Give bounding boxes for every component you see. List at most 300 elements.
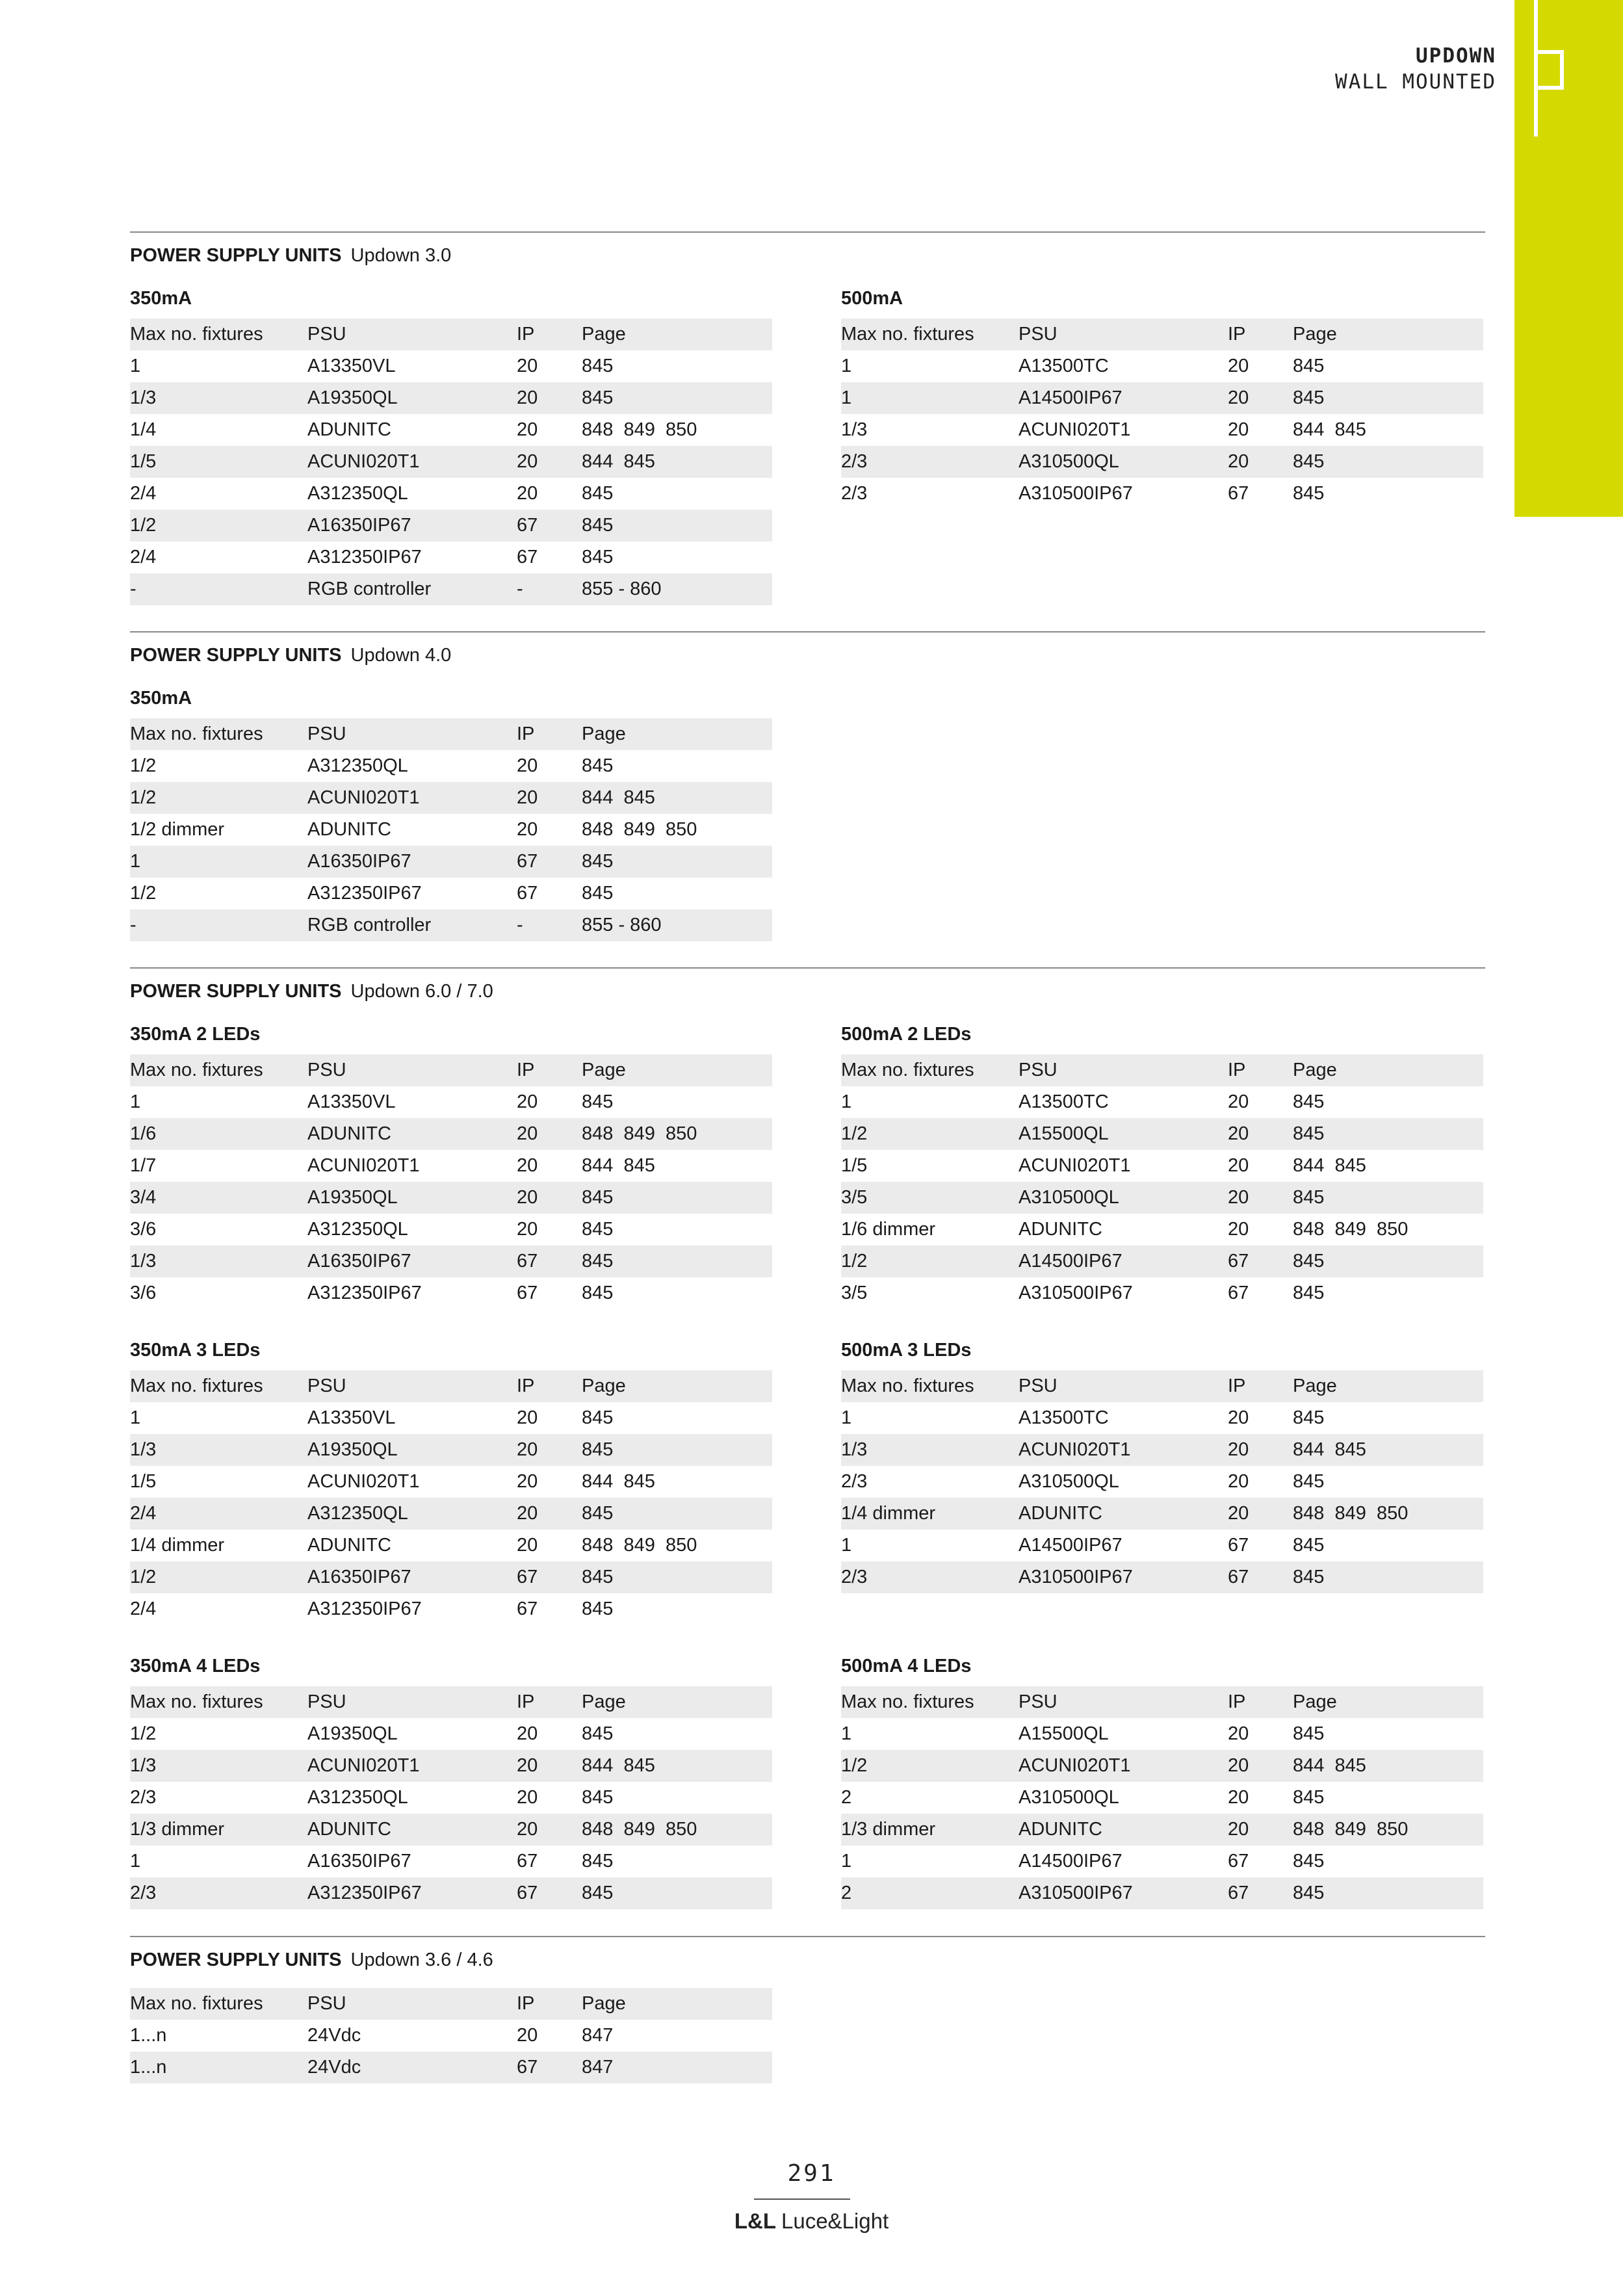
table-cell: 845 xyxy=(1293,1091,1325,1112)
table-cell: A312350IP67 xyxy=(307,883,422,904)
table-block xyxy=(130,1988,772,2083)
column-header: PSU xyxy=(307,319,517,350)
table-cell: 1 xyxy=(841,1723,852,1744)
table-cell: A15500QL xyxy=(1019,1118,1228,1150)
table-cell: 845 xyxy=(1293,382,1483,414)
column-header: Max no. fixtures xyxy=(841,1686,1019,1718)
table-cell: 1/2 xyxy=(130,755,157,776)
table-cell: 20 xyxy=(517,1219,538,1240)
section-title: POWER SUPPLY UNITS Updown 4.0 xyxy=(130,645,452,666)
column-header: Page xyxy=(582,1370,772,1402)
column-header: PSU xyxy=(307,1686,517,1718)
table-cell: 845 xyxy=(582,1407,614,1428)
table-cell: - xyxy=(130,909,307,941)
table-row xyxy=(130,1466,772,1498)
table-subtitle: 500mA 4 LEDs xyxy=(841,1656,972,1676)
column-header: IP xyxy=(517,1988,582,2020)
table-cell: 845 xyxy=(1293,1283,1325,1303)
table-cell: 1 xyxy=(841,1851,852,1872)
table-cell: 845 xyxy=(582,1598,614,1619)
table-row xyxy=(841,1561,1483,1593)
column-header: IP xyxy=(517,1686,582,1718)
column-header: IP xyxy=(1228,1370,1293,1402)
table-row xyxy=(130,446,772,478)
table-cell: 2/3 xyxy=(841,446,1019,478)
table-cell: 1/3 dimmer xyxy=(130,1814,307,1846)
table-cell: 1 xyxy=(841,1091,852,1112)
table-cell: A16350IP67 xyxy=(307,1246,517,1277)
table-cell: A13500TC xyxy=(1019,1091,1109,1112)
table-row xyxy=(841,382,1483,414)
table-row xyxy=(841,1118,1483,1150)
table-cell: 67 xyxy=(517,2052,582,2083)
table-row xyxy=(841,1182,1483,1214)
table-row xyxy=(841,1877,1483,1909)
table-cell: A310500IP67 xyxy=(1019,1561,1228,1593)
table-header-row xyxy=(841,1370,1483,1402)
table-cell: 845 xyxy=(582,1787,614,1808)
section-updown-60-70 xyxy=(130,967,1485,1002)
table-cell: 67 xyxy=(517,1851,538,1872)
table-cell: 1 xyxy=(841,356,852,376)
table-row xyxy=(841,1498,1483,1530)
table-cell: 20 xyxy=(517,1182,582,1214)
table-subtitle: 500mA 2 LEDs xyxy=(841,1024,972,1045)
table-cell: ACUNI020T1 xyxy=(1019,1750,1228,1782)
column-header: Max no. fixtures xyxy=(130,1054,307,1086)
table-cell: 2/3 xyxy=(130,1787,157,1808)
table-cell: A14500IP67 xyxy=(1019,1535,1123,1556)
page-header xyxy=(1335,43,1496,95)
chapter-tab xyxy=(1514,0,1623,517)
table-cell: RGB controller xyxy=(307,909,517,941)
psu-table xyxy=(841,1686,1483,1909)
table-cell: 855 - 860 xyxy=(582,573,772,605)
header-title: UPDOWN xyxy=(1416,44,1496,68)
table-cell: 845 xyxy=(1293,1182,1483,1214)
table-cell: 20 xyxy=(1228,1091,1249,1112)
table-cell: 1/6 xyxy=(130,1118,307,1150)
column-header: Max no. fixtures xyxy=(130,1370,307,1402)
table-cell: 20 xyxy=(1228,1219,1249,1240)
column-header: IP xyxy=(517,319,582,350)
table-cell: 67 xyxy=(517,1598,538,1619)
table-cell: A312350QL xyxy=(307,1219,408,1240)
table-cell: 1/2 xyxy=(130,883,157,904)
table-row xyxy=(130,782,772,814)
table-cell: 20 xyxy=(517,1407,538,1428)
table-row xyxy=(130,1086,772,1118)
column-header: Page xyxy=(1293,319,1483,350)
table-cell: A310500QL xyxy=(1019,1471,1119,1492)
psu-table xyxy=(130,718,772,941)
table-cell: 1/4 dimmer xyxy=(841,1498,1019,1530)
table-cell: 845 xyxy=(582,483,614,504)
section-updown-40 xyxy=(130,631,1485,666)
table-cell: 845 xyxy=(1293,1723,1325,1744)
column-header: IP xyxy=(517,718,582,750)
table-cell: 1...n xyxy=(130,2052,307,2083)
table-cell: 20 xyxy=(517,782,582,814)
table-block xyxy=(130,687,772,941)
table-cell: 1/2 xyxy=(130,782,307,814)
table-cell: 1/2 dimmer xyxy=(130,819,225,840)
table-row xyxy=(841,414,1483,446)
table-cell: 20 xyxy=(517,1155,538,1176)
table-row xyxy=(130,1150,772,1182)
table-cell: 845 xyxy=(1293,1246,1483,1277)
table-cell: 1 xyxy=(130,1091,141,1112)
divider xyxy=(130,1936,1485,1937)
column-header: PSU xyxy=(307,1988,517,2020)
table-cell: 20 xyxy=(517,755,538,776)
column-header: PSU xyxy=(1019,1686,1228,1718)
table-cell: 845 xyxy=(582,1498,772,1530)
table-cell: 845 xyxy=(1293,1535,1325,1556)
table-cell: 1/4 dimmer xyxy=(130,1535,225,1556)
table-cell: 1/3 xyxy=(130,382,307,414)
table-cell: 1/3 xyxy=(130,1434,307,1466)
table-cell: A312350QL xyxy=(307,483,408,504)
table-row xyxy=(130,1877,772,1909)
table-cell: 845 xyxy=(1293,1787,1325,1808)
column-header: Page xyxy=(582,718,772,750)
table-cell: A310500QL xyxy=(1019,1787,1119,1808)
table-cell: ACUNI020T1 xyxy=(307,1471,420,1492)
table-cell: 67 xyxy=(1228,1877,1293,1909)
table-cell: A310500QL xyxy=(1019,1182,1228,1214)
table-block xyxy=(841,1655,1483,1909)
table-cell: 845 xyxy=(1293,1118,1483,1150)
table-cell: 848 849 850 xyxy=(582,1118,772,1150)
table-header-row xyxy=(841,319,1483,350)
table-header-row xyxy=(130,718,772,750)
table-header-row xyxy=(130,1686,772,1718)
table-cell: 845 xyxy=(1293,1561,1483,1593)
table-row xyxy=(841,1466,1483,1498)
table-cell: 3/6 xyxy=(130,1283,157,1303)
table-cell: 3/4 xyxy=(130,1182,307,1214)
table-cell: 845 xyxy=(1293,1407,1325,1428)
table-row xyxy=(130,1750,772,1782)
divider xyxy=(130,631,1485,633)
table-cell: 3/5 xyxy=(841,1182,1019,1214)
table-cell: 845 xyxy=(1293,1851,1325,1872)
table-block xyxy=(841,287,1483,510)
table-cell: 2 xyxy=(841,1787,852,1808)
table-cell: 848 849 850 xyxy=(582,819,697,840)
table-row xyxy=(130,382,772,414)
table-cell: 20 xyxy=(517,1723,538,1744)
table-row xyxy=(841,1150,1483,1182)
column-header: IP xyxy=(1228,319,1293,350)
table-cell: A310500IP67 xyxy=(1019,1283,1133,1303)
table-row xyxy=(841,1246,1483,1277)
table-cell: 1 xyxy=(130,356,141,376)
table-header-row xyxy=(130,1988,772,2020)
psu-table xyxy=(130,1370,772,1625)
table-cell: 844 845 xyxy=(582,1750,772,1782)
table-cell: - xyxy=(517,573,582,605)
table-cell: 845 xyxy=(1293,483,1325,504)
table-cell: 844 845 xyxy=(582,1471,655,1492)
table-cell: A13350VL xyxy=(307,1091,396,1112)
table-cell: 844 845 xyxy=(1293,1434,1483,1466)
table-cell: 20 xyxy=(1228,419,1249,440)
table-cell: A312350QL xyxy=(307,1787,408,1808)
table-cell: 845 xyxy=(582,1283,614,1303)
table-cell: A19350QL xyxy=(307,1434,517,1466)
table-cell: 844 845 xyxy=(1293,1155,1366,1176)
table-subtitle: 350mA 4 LEDs xyxy=(130,1656,261,1676)
table-cell: A312350IP67 xyxy=(307,547,422,567)
table-cell: 24Vdc xyxy=(307,2025,361,2046)
column-header: IP xyxy=(517,1370,582,1402)
table-cell: 2/3 xyxy=(841,1471,868,1492)
table-cell: 20 xyxy=(1228,1750,1293,1782)
table-cell: A312350IP67 xyxy=(307,1877,517,1909)
table-row xyxy=(130,1718,772,1750)
table-cell: - xyxy=(517,909,582,941)
column-header: Max no. fixtures xyxy=(130,1686,307,1718)
table-cell: 845 xyxy=(582,1877,772,1909)
column-header: Page xyxy=(1293,1686,1483,1718)
table-cell: 848 849 850 xyxy=(1293,1219,1409,1240)
table-cell: ADUNITC xyxy=(307,1814,517,1846)
table-row xyxy=(130,1246,772,1277)
table-cell: 844 845 xyxy=(582,782,772,814)
table-cell: 1/4 xyxy=(130,419,157,440)
table-row xyxy=(130,478,772,510)
table-cell: 20 xyxy=(1228,1182,1293,1214)
table-cell: 3/5 xyxy=(841,1283,868,1303)
table-cell: A312350QL xyxy=(307,755,408,776)
table-cell: 67 xyxy=(517,846,582,878)
table-row xyxy=(130,1561,772,1593)
table-cell: 20 xyxy=(517,356,538,376)
table-cell: 1/2 xyxy=(130,1561,307,1593)
table-cell: 845 xyxy=(1293,1471,1325,1492)
table-header-row xyxy=(841,1686,1483,1718)
table-row xyxy=(130,541,772,573)
table-cell: 67 xyxy=(517,1283,538,1303)
table-cell: 20 xyxy=(1228,382,1293,414)
table-block xyxy=(130,1655,772,1909)
table-cell: 20 xyxy=(517,1814,582,1846)
table-cell: 845 xyxy=(582,1561,772,1593)
table-cell: 845 xyxy=(582,547,614,567)
table-row xyxy=(130,1814,772,1846)
table-row xyxy=(130,1214,772,1246)
table-cell: 20 xyxy=(1228,1118,1293,1150)
table-cell: 1 xyxy=(841,1407,852,1428)
table-cell: 20 xyxy=(1228,1787,1249,1808)
table-cell: 844 845 xyxy=(582,446,772,478)
table-cell: A310500IP67 xyxy=(1019,483,1133,504)
divider xyxy=(130,231,1485,233)
table-cell: A13500TC xyxy=(1019,1407,1109,1428)
column-header: Page xyxy=(1293,1054,1483,1086)
section-title: POWER SUPPLY UNITS Updown 3.0 xyxy=(130,245,452,266)
table-cell: 2/4 xyxy=(130,483,157,504)
table-block xyxy=(841,1339,1483,1593)
table-cell: 20 xyxy=(517,1535,538,1556)
table-row xyxy=(130,2052,772,2083)
column-header: Max no. fixtures xyxy=(130,1988,307,2020)
table-cell: A13500TC xyxy=(1019,356,1109,376)
table-cell: 847 xyxy=(582,2025,614,2046)
column-header: PSU xyxy=(307,1370,517,1402)
table-cell: 1 xyxy=(130,1851,141,1872)
table-header-row xyxy=(130,319,772,350)
table-row xyxy=(130,1782,772,1814)
table-cell: 1 xyxy=(841,382,1019,414)
table-cell: 1/2 xyxy=(130,1723,157,1744)
table-cell: 24Vdc xyxy=(307,2052,517,2083)
table-cell: ACUNI020T1 xyxy=(307,446,517,478)
column-header: Max no. fixtures xyxy=(130,718,307,750)
table-cell: 848 849 850 xyxy=(1293,1814,1483,1846)
column-header: PSU xyxy=(1019,319,1228,350)
table-cell: 67 xyxy=(517,1246,582,1277)
page-number: 291 xyxy=(787,2160,836,2187)
table-cell: - xyxy=(130,573,307,605)
column-header: Max no. fixtures xyxy=(841,1370,1019,1402)
table-cell: A16350IP67 xyxy=(307,510,517,541)
table-cell: 1 xyxy=(130,1407,141,1428)
table-row xyxy=(130,1434,772,1466)
psu-table xyxy=(130,1988,772,2083)
section-title: POWER SUPPLY UNITS Updown 6.0 / 7.0 xyxy=(130,981,493,1002)
table-cell: A14500IP67 xyxy=(1019,1246,1228,1277)
table-row xyxy=(841,478,1483,510)
table-cell: 67 xyxy=(1228,1561,1293,1593)
table-cell: 847 xyxy=(582,2052,772,2083)
psu-table xyxy=(130,319,772,605)
table-cell: A310500IP67 xyxy=(1019,1877,1228,1909)
table-cell: 67 xyxy=(1228,483,1249,504)
table-cell: ACUNI020T1 xyxy=(1019,419,1131,440)
table-subtitle: 350mA xyxy=(130,288,192,309)
table-cell: 845 xyxy=(582,883,614,904)
table-cell: A310500QL xyxy=(1019,446,1228,478)
table-cell: 20 xyxy=(517,1118,582,1150)
table-cell: 20 xyxy=(1228,1434,1293,1466)
table-cell: A16350IP67 xyxy=(307,1851,411,1872)
table-row xyxy=(130,814,772,846)
table-cell: 845 xyxy=(582,846,772,878)
table-cell: 845 xyxy=(582,1182,772,1214)
table-row xyxy=(841,1782,1483,1814)
section-updown-30 xyxy=(130,231,1485,267)
column-header: IP xyxy=(1228,1686,1293,1718)
table-cell: ADUNITC xyxy=(1019,1219,1102,1240)
brand-footer: L&L Luce&Light xyxy=(734,2209,889,2233)
table-cell: 20 xyxy=(517,1434,582,1466)
table-cell: 67 xyxy=(1228,1851,1249,1872)
table-cell: 67 xyxy=(1228,1535,1249,1556)
table-row xyxy=(130,909,772,941)
table-cell: 20 xyxy=(517,419,538,440)
table-cell: 20 xyxy=(517,446,582,478)
table-cell: 845 xyxy=(582,1246,772,1277)
table-cell: 845 xyxy=(1293,446,1483,478)
table-cell: 20 xyxy=(517,483,538,504)
column-header: Max no. fixtures xyxy=(841,1054,1019,1086)
table-cell: ACUNI020T1 xyxy=(307,782,517,814)
table-block xyxy=(130,1023,772,1309)
table-cell: A19350QL xyxy=(307,1182,517,1214)
table-row xyxy=(130,573,772,605)
column-header: Page xyxy=(1293,1370,1483,1402)
table-cell: ACUNI020T1 xyxy=(1019,1155,1131,1176)
table-cell: 20 xyxy=(517,2025,538,2046)
table-row xyxy=(130,1277,772,1309)
table-row xyxy=(130,2020,772,2052)
table-cell: 848 849 850 xyxy=(582,1535,697,1556)
table-row xyxy=(130,1530,772,1561)
table-row xyxy=(841,1277,1483,1309)
table-cell: 1/5 xyxy=(130,1471,157,1492)
psu-table xyxy=(841,1054,1483,1309)
header-subtitle: WALL MOUNTED xyxy=(1335,70,1496,94)
table-cell: 848 849 850 xyxy=(1293,1498,1483,1530)
table-row xyxy=(841,1846,1483,1877)
table-cell: 845 xyxy=(1293,356,1325,376)
table-cell: 67 xyxy=(517,1561,582,1593)
table-cell: ADUNITC xyxy=(307,1535,391,1556)
table-row xyxy=(130,878,772,909)
table-cell: 848 849 850 xyxy=(582,1814,772,1846)
table-cell: 20 xyxy=(1228,1723,1249,1744)
table-header-row xyxy=(841,1054,1483,1086)
table-row xyxy=(841,1718,1483,1750)
table-cell: 20 xyxy=(517,819,538,840)
table-row xyxy=(841,1086,1483,1118)
table-cell: 1/2 xyxy=(130,510,307,541)
column-header: Page xyxy=(582,1988,772,2020)
table-cell: 20 xyxy=(517,1498,582,1530)
table-cell: A13350VL xyxy=(307,1407,396,1428)
table-cell: 67 xyxy=(517,1877,582,1909)
column-header: PSU xyxy=(307,718,517,750)
table-cell: RGB controller xyxy=(307,573,517,605)
column-header: Page xyxy=(582,1686,772,1718)
table-cell: 1/3 xyxy=(841,1434,1019,1466)
table-cell: 20 xyxy=(517,1091,538,1112)
table-cell: A14500IP67 xyxy=(1019,382,1228,414)
column-header: PSU xyxy=(1019,1370,1228,1402)
table-cell: ACUNI020T1 xyxy=(1019,1434,1228,1466)
table-cell: 1/7 xyxy=(130,1155,157,1176)
table-cell: A312350IP67 xyxy=(307,1283,422,1303)
table-cell: 845 xyxy=(582,510,772,541)
table-row xyxy=(130,1498,772,1530)
table-cell: A312350IP67 xyxy=(307,1598,422,1619)
table-cell: 845 xyxy=(582,1723,614,1744)
table-row xyxy=(130,350,772,382)
table-cell: 1/3 xyxy=(130,1246,307,1277)
table-cell: 2/3 xyxy=(841,1561,1019,1593)
table-subtitle: 500mA xyxy=(841,288,903,309)
divider xyxy=(130,967,1485,969)
table-cell: A16350IP67 xyxy=(307,846,517,878)
table-row xyxy=(130,414,772,446)
table-cell: 1/5 xyxy=(841,1155,868,1176)
psu-table xyxy=(841,1370,1483,1593)
table-subtitle: 500mA 3 LEDs xyxy=(841,1340,972,1361)
column-header: Max no. fixtures xyxy=(130,319,307,350)
